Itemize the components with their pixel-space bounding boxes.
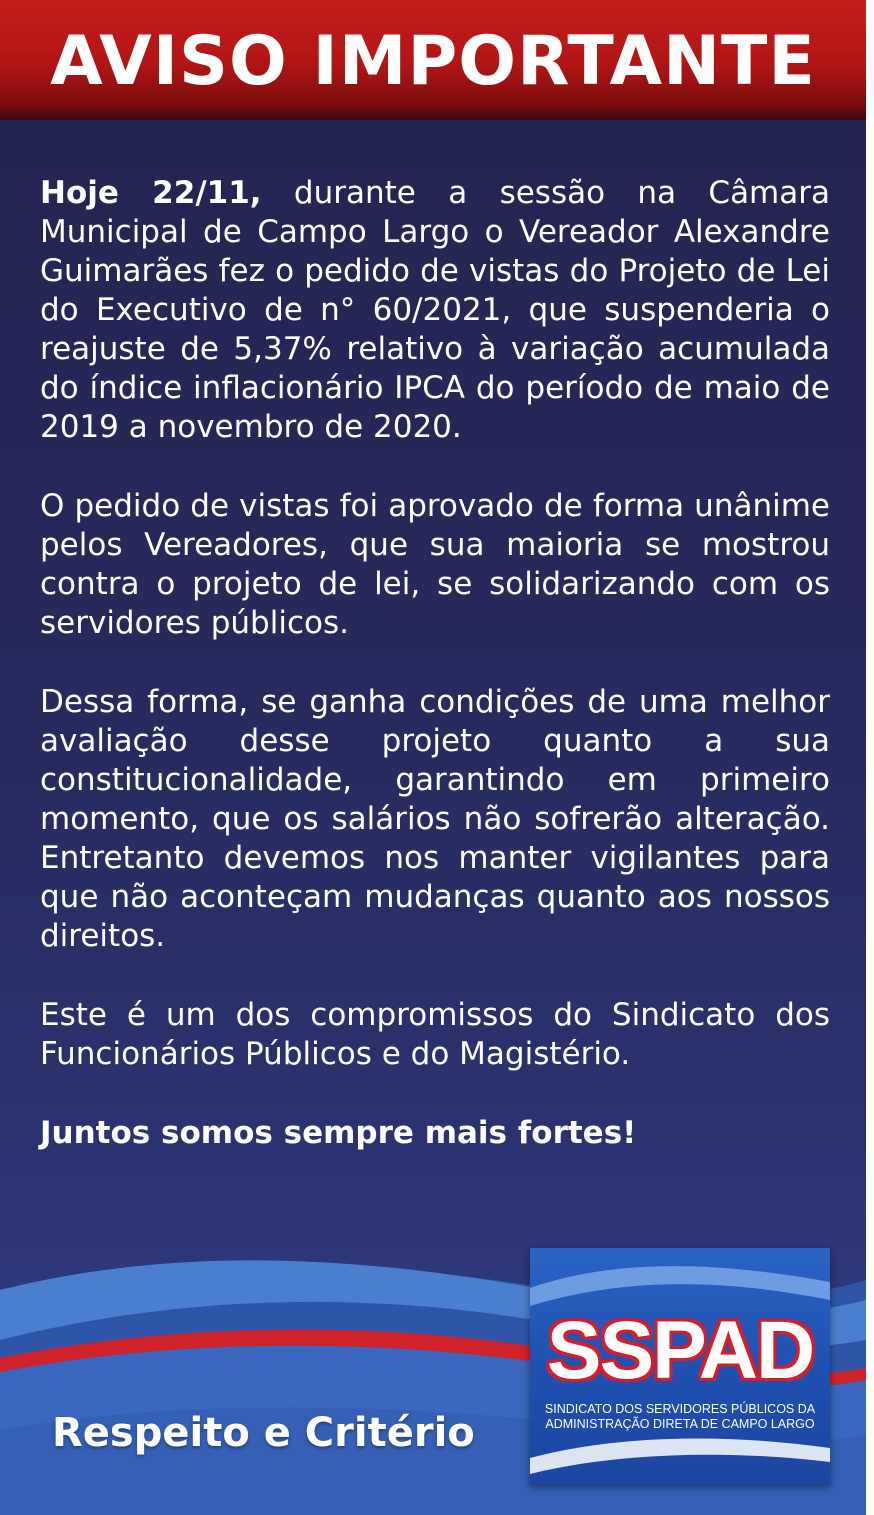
logo-caption-line2: ADMINISTRAÇÃO DIRETA DE CAMPO LARGO (545, 1417, 815, 1431)
header-banner (0, 0, 866, 120)
motto: Juntos somos sempre mais fortes! (40, 1115, 637, 1151)
logo-wordmark: SSPAD (546, 1305, 814, 1396)
paragraph-commitment: Este é um dos compromissos do Sindicato dos Funcionários Públicos e do Magistério. (40, 997, 830, 1072)
paragraph-lead-date: Hoje 22/11, (40, 175, 262, 211)
paragraph-session-text: durante a sessão na Câmara Municipal de Campo Largo o Vereador Alexandre Guimarães fez o pedido de vistas do Projeto de Lei do Executivo de n° 60/2021, que suspenderia o reajuste de 5,37% relativo à variação acumulada do índice inflacionário IPCA do período de maio de 2019 a novembro de 2020. (40, 175, 830, 445)
footer-slogan: Respeito e Critério (52, 1410, 475, 1456)
paragraph-approval: O pedido de vistas foi aprovado de forma unânime pelos Vereadores, que sua maioria se mostrou contra o projeto de lei, se solidarizando com os servidores públicos. (40, 488, 830, 641)
logo-caption-line1: SINDICATO DOS SERVIDORES PÚBLICOS DA (544, 1402, 816, 1416)
sspad-logo (530, 1248, 830, 1484)
paragraph-evaluation: Dessa forma, se ganha condições de uma melhor avaliação desse projeto quanto a sua constitucionalidade, garantindo em primeiro momento, que os salários não sofrerão alteração. Entretanto devemos nos manter vigilantes para que não aconteçam mudanças quanto aos nossos direitos. (40, 684, 830, 954)
notice-body (40, 174, 830, 1193)
page-title: AVISO IMPORTANTE (50, 22, 816, 101)
right-margin (866, 0, 874, 1515)
paragraph-session (40, 174, 830, 447)
logo-swoosh-bottom (530, 1439, 830, 1474)
logo-caption (540, 1402, 820, 1432)
logo-swoosh-top (530, 1266, 830, 1306)
